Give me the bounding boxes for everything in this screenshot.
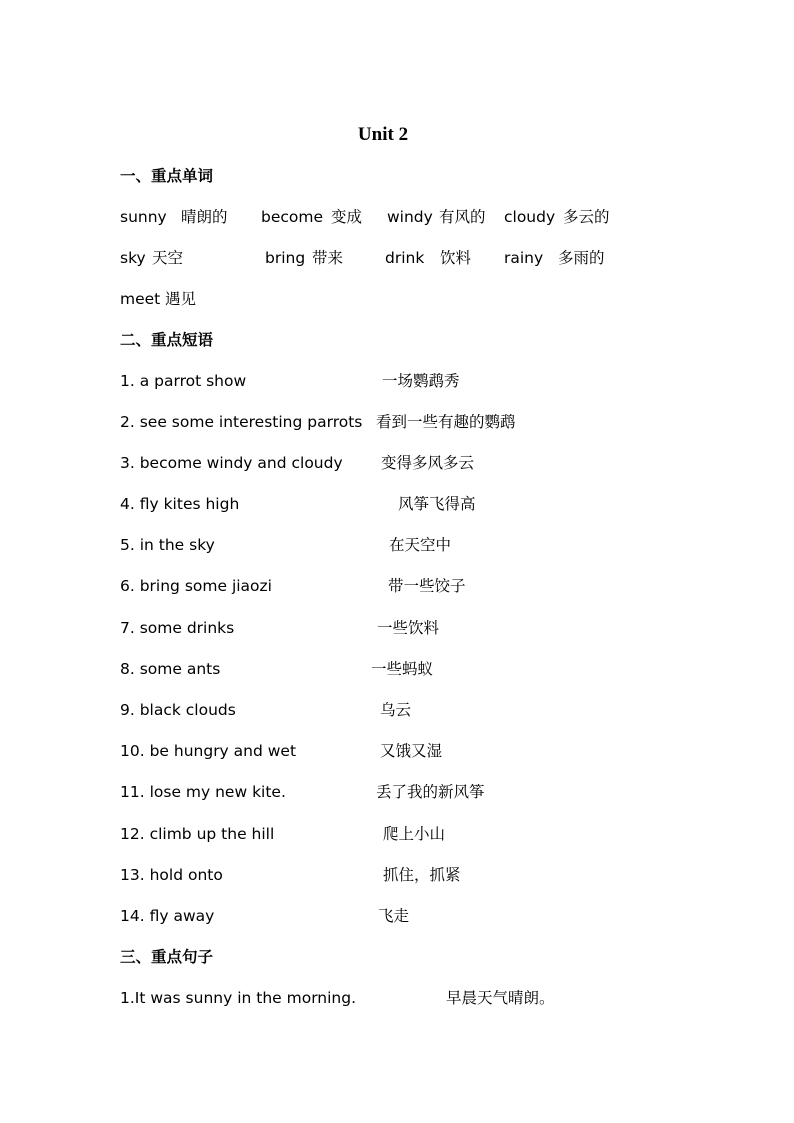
- word-en: bring: [265, 249, 306, 267]
- word-zh: 晴朗的: [181, 208, 228, 226]
- phrase-en: 14. fly away: [120, 907, 215, 925]
- phrase-row: [120, 493, 640, 515]
- phrase-row: [120, 740, 640, 762]
- phrase-row: [120, 658, 640, 680]
- section-heading-phrases: 二、重点短语: [120, 331, 214, 349]
- word-zh: 带来: [312, 249, 344, 267]
- word-en: meet: [120, 290, 161, 308]
- word-en: sky: [120, 249, 146, 267]
- word-zh: 变成: [331, 208, 363, 226]
- phrase-zh: 一些饮料: [377, 619, 440, 637]
- phrase-zh: 飞走: [378, 907, 410, 925]
- phrase-row: [120, 699, 640, 721]
- sentence-zh: 早晨天气晴朗。: [446, 989, 555, 1007]
- phrase-en: 4. fly kites high: [120, 495, 240, 513]
- phrase-zh: 一场鹦鹉秀: [382, 372, 460, 390]
- phrase-en: 7. some drinks: [120, 619, 235, 637]
- word-en: become: [261, 208, 324, 226]
- word-row-1: [120, 206, 680, 228]
- phrase-en: 10. be hungry and wet: [120, 742, 297, 760]
- phrase-zh: 又饿又湿: [380, 742, 443, 760]
- phrase-row: [120, 534, 640, 556]
- phrase-en: 8. some ants: [120, 660, 221, 678]
- phrase-en: 9. black clouds: [120, 701, 236, 719]
- phrase-row: [120, 781, 640, 803]
- sentence-en: 1.It was sunny in the morning.: [120, 989, 357, 1007]
- word-en: drink: [385, 249, 425, 267]
- word-zh: 有风的: [439, 208, 486, 226]
- section-heading-words: 一、重点单词: [120, 167, 214, 185]
- word-en: rainy: [504, 249, 544, 267]
- phrase-en: 13. hold onto: [120, 866, 223, 884]
- word-zh: 多雨的: [558, 249, 605, 267]
- phrase-row: [120, 823, 640, 845]
- phrase-en: 5. in the sky: [120, 536, 215, 554]
- word-zh: 饮料: [440, 249, 472, 267]
- word-zh: 遇见: [165, 290, 197, 308]
- phrase-row: [120, 575, 640, 597]
- phrase-row: [120, 617, 640, 639]
- phrase-row: [120, 370, 640, 392]
- word-row-3: [120, 288, 320, 310]
- phrase-row: [120, 411, 640, 433]
- phrase-zh: 乌云: [380, 701, 412, 719]
- phrase-row: [120, 905, 640, 927]
- word-en: windy: [387, 208, 433, 226]
- phrase-en: 1. a parrot show: [120, 372, 247, 390]
- word-en: cloudy: [504, 208, 556, 226]
- word-en: sunny: [120, 208, 167, 226]
- phrase-zh: 带一些饺子: [388, 577, 466, 595]
- page-title: Unit 2: [357, 124, 409, 145]
- sentence-row: [120, 987, 680, 1009]
- phrase-en: 2. see some interesting parrots: [120, 413, 363, 431]
- phrase-row: [120, 864, 640, 886]
- phrase-zh: 丢了我的新风筝: [376, 783, 485, 801]
- word-row-2: [120, 247, 680, 269]
- phrase-en: 6. bring some jiaozi: [120, 577, 272, 595]
- word-zh: 多云的: [563, 208, 610, 226]
- phrase-zh: 风筝飞得高: [398, 495, 476, 513]
- phrase-zh: 变得多风多云: [381, 454, 475, 472]
- section-heading-sentences: 三、重点句子: [120, 948, 214, 966]
- phrase-zh: 看到一些有趣的鹦鹉: [376, 413, 516, 431]
- phrase-row: [120, 452, 640, 474]
- phrase-zh: 爬上小山: [383, 825, 446, 843]
- phrase-zh: 一些蚂蚁: [371, 660, 434, 678]
- phrase-en: 11. lose my new kite.: [120, 783, 286, 801]
- word-zh: 天空: [152, 249, 184, 267]
- phrase-zh: 在天空中: [389, 536, 452, 554]
- phrase-en: 3. become windy and cloudy: [120, 454, 343, 472]
- phrase-en: 12. climb up the hill: [120, 825, 275, 843]
- phrase-zh: 抓住，抓紧: [383, 866, 461, 884]
